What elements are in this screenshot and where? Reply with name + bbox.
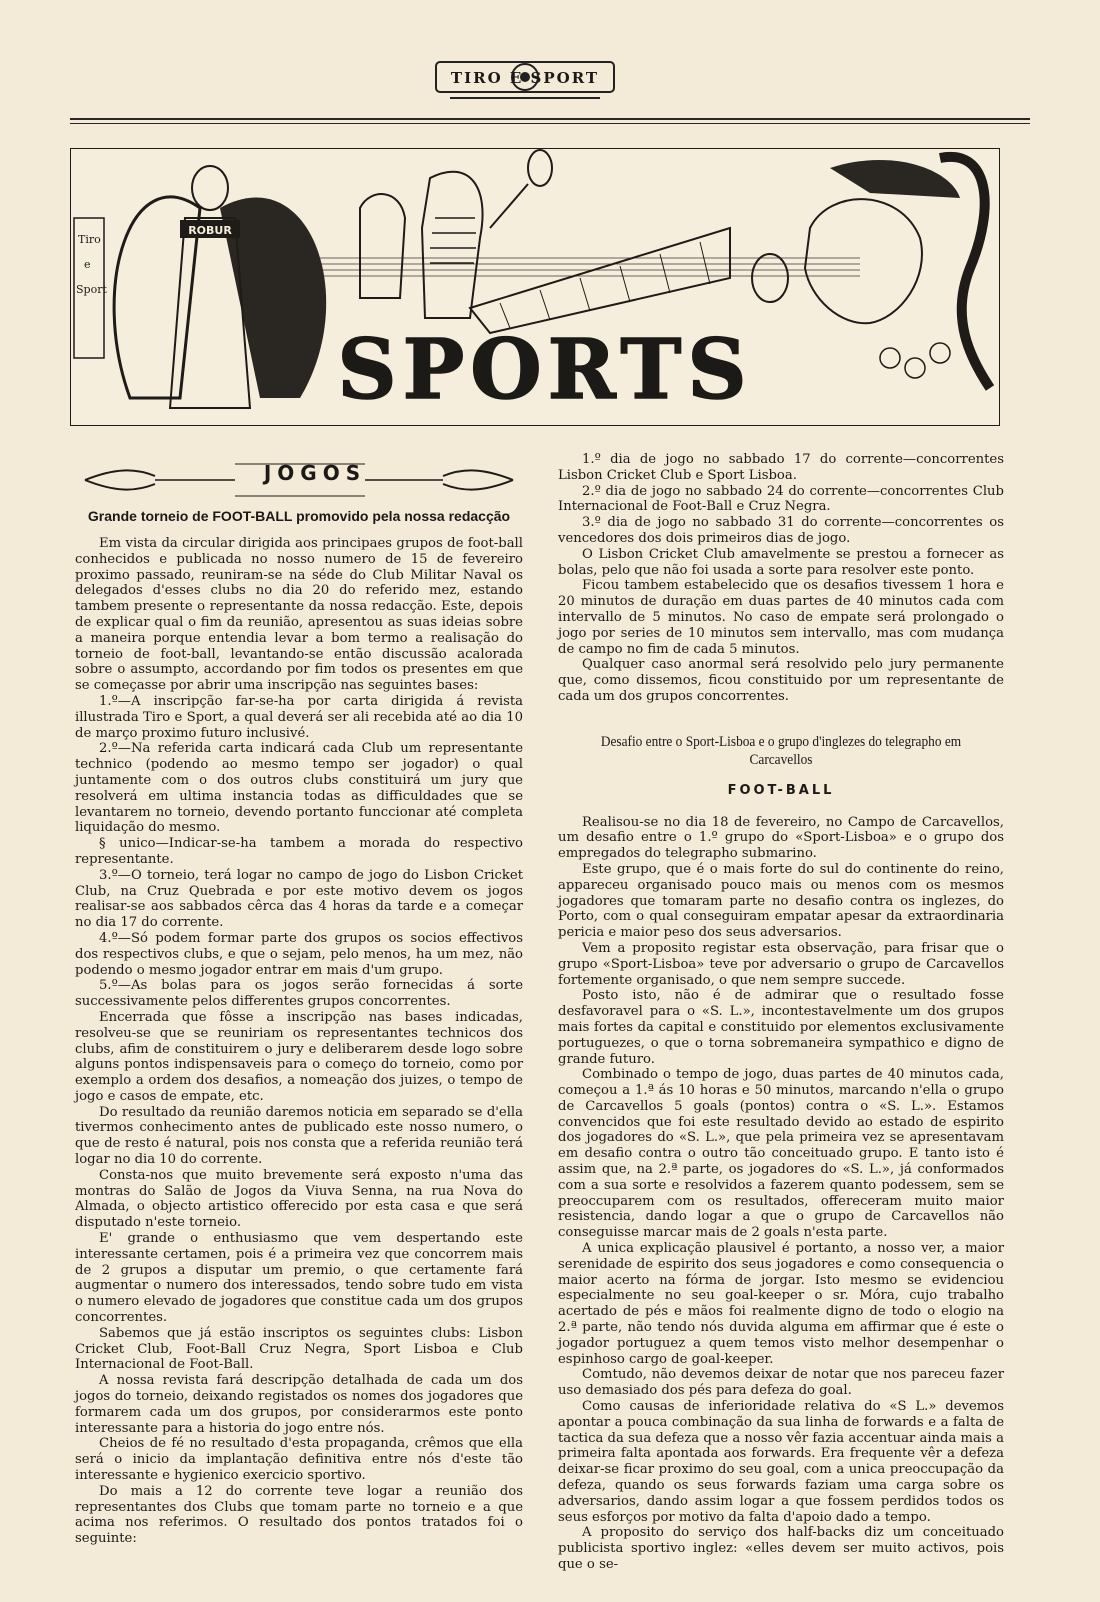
paragraph: Este grupo, que é o mais forte do sul do continente do reino, appareceu organisado pouco mais ou menos com os mesmos jogadores que tomaram parte no desafio contra os inglezes, do Porto, com o qual conseguiram empatar apesar da extraordinaria pericia e maior peso dos seus adversarios. (558, 861, 1004, 941)
paragraph: A proposito do serviço dos half-backs diz um conceituado publicista sportivo inglez: «elles devem ser muito activos, pois que o se- (558, 1525, 1004, 1572)
paragraph: Encerrada que fôsse a inscripção nas bases indicadas, resolveu-se que se reuniriam os representantes technicos dos clubs, afim de constituirem o jury e deliberarem desde logo sobre alguns pontos indispensaveis para o começo do torneio, como por exemplo a ordem dos desafios, a nomeação dos juizes, o tempo de jogo e casos de empate, etc. (75, 1009, 523, 1104)
header-rule (70, 118, 1030, 120)
paragraph: Vem a proposito registar esta observação, para frisar que o grupo «Sport-Lisboa» teve por adversario o grupo de Carcavellos fortemente organisado, o que nem sempre succede. (558, 940, 1004, 988)
paragraph: Sabemos que já estão inscriptos os seguintes clubs: Lisbon Cricket Club, Foot-Ball Cruz Negra, Sport Lisboa e Club Internacional de Foot-Ball. (75, 1325, 523, 1373)
sports-banner-illustration (70, 148, 1000, 426)
masthead-logo (430, 52, 620, 104)
paragraph: Qualquer caso anormal será resolvido pelo jury permanente que, como dissemos, ficou constituido por um representante de cada um dos grupos concorrentes. (558, 657, 1004, 704)
paragraph: Combinado o tempo de jogo, duas partes de 40 minutos cada, começou a 1.ª ás 10 horas e 50 minutos, marcando n'ella o grupo de Carcavellos 5 goals (pontos) contra o «S. L.». Estamos convencidos que foi este resultado devido ao estado de espirito dos jogadores do «S. L.», que pela primeira vez se apresentavam em desafio contra o outro tão conceituado grupo. E tanto isto é assim que, na 2.ª parte, os jogadores do «S. L.», já conformados com a sua sorte e resolvidos a fazerem quanto podessem, sem se preoccuparem com os resultados, offereceram muito maior resistencia, dando logar a que o grupo de Carcavellos não conseguisse marcar mais de 2 goals n'esta parte. (558, 1067, 1004, 1241)
paragraph: Do mais a 12 do corrente teve logar a reunião dos representantes dos Clubs que tomam parte no torneio e a que acima nos referimos. O resultado dos pontos tratados foi o seguinte: (75, 1483, 523, 1547)
banner-side-e: e (84, 258, 91, 271)
paragraph: O Lisbon Cricket Club amavelmente se prestou a fornecer as bolas, pelo que não foi usada a sorte para resolver este ponto. (558, 546, 1004, 578)
paragraph: Do resultado da reunião daremos noticia em separado se d'ella tivermos conhecimento antes de publicado este nosso numero, o que de resto é natural, pois nos consta que a referida reunião terá logar no dia 10 do corrente. (75, 1104, 523, 1168)
paragraph: 3.º—O torneio, terá logar no campo de jogo do Lisbon Cricket Club, na Cruz Quebrada e por este motivo devem os jogos realisar-se aos sabbados cêrca das 4 horas da tarde e a começar no dia 17 do corrente. (75, 867, 523, 931)
paragraph: Comtudo, não devemos deixar de notar que nos pareceu fazer uso demasiado dos pés para defeza do goal. (558, 1367, 1004, 1399)
paragraph: 2.º dia de jogo no sabbado 24 do corrente—concorrentes Club Internacional de Foot-Ball e Cruz Negra. (558, 483, 1004, 515)
header-rule-thin (70, 123, 1030, 124)
paragraph: 5.º—As bolas para os jogos serão fornecidas á sorte successivamente pelos differentes grupos concorrentes. (75, 978, 523, 1010)
paragraph: A nossa revista fará descripção detalhada de cada um dos jogos do torneio, deixando registados os nomes dos jogadores que formarem cada um dos grupos, por considerarmos este ponto interessante para a historia do jogo entre nós. (75, 1373, 523, 1436)
paragraph: 2.º—Na referida carta indicará cada Club um representante technico (podendo ao mesmo tempo ser jogador) o qual juntamente com o dos outros clubs constituirá um jury que resolverá em ultima instancia todas as difficuldades que se levantarem no torneio, devendo portanto funccionar até completa liquidação do mesmo. (75, 741, 523, 836)
section-title-jogos: JOGOS (263, 461, 367, 485)
paragraph: § unico—Indicar-se-ha tambem a morada do respectivo representante. (75, 836, 523, 867)
paragraph: 3.º dia de jogo no sabbado 31 do corrente—concorrentes os vencedores dos dois primeiros dias de jogo. (558, 515, 1004, 546)
masthead-title: TIRO E SPORT (450, 69, 600, 87)
subheading-torneio: Grande torneio de FOOT-BALL promovido pela nossa redacção (87, 508, 511, 524)
right-column (558, 452, 1004, 1573)
paragraph: Em vista da circular dirigida aos principaes grupos de foot-ball conhecidos e publicada no nosso numero de 15 de fevereiro proximo passado, reuniram-se na séde do Club Militar Naval os delegados d'esses clubs no dia 20 do referido mez, estando tambem presente o representante da nossa redacção. Este, depois de explicar qual o fim da reunião, apresentou as suas ideias sobre a maneira porque entendia levar a bom termo a realisação do torneio de foot-ball, levantando-se então discussão acalorada sobre o assumpto, accordando por fim todos os presentes em que se começasse por abrir uma inscripção nas seguintes bases: (75, 536, 523, 694)
left-column (75, 450, 523, 1547)
paragraph: Posto isto, não é de admirar que o resultado fosse desfavoravel para o «S. L.», incontestavelmente um dos grupos mais fortes da capital e constituido por elementos exclusivamente portuguezes, o que o torna sobremaneira sympathico e digno de grande futuro. (558, 988, 1004, 1067)
paragraph: Ficou tambem estabelecido que os desafios tivessem 1 hora e 20 minutos de duração em duas partes de 40 minutos cada com intervallo de 5 minutos. No caso de empate será prolongado o jogo por series de 10 minutos sem intervallo, mas com mudança de campo no fim de cada 5 minutos. (558, 578, 1004, 657)
section-title-desafio: Desafio entre o Sport-Lisboa e o grupo d'inglezes do telegrapho em Carcavellos (600, 733, 962, 768)
paragraph: 1.º dia de jogo no sabbado 17 do corrente—concorrentes Lisbon Cricket Club e Sport Lisboa. (558, 452, 1004, 483)
jogos-heading (75, 458, 523, 502)
emblem-robur: ROBUR (188, 224, 232, 237)
paragraph: Realisou-se no dia 18 de fevereiro, no Campo de Carcavellos, um desafio entre o 1.º grupo do «Sport-Lisboa» e o grupo dos empregados do telegrapho submarino. (558, 814, 1004, 862)
paragraph: Como causas de inferioridade relativa do «S L.» devemos apontar a pouca combinação da sua linha de forwards e a falta de tactica da sua defeza que a nosso vêr fazia accentuar ainda mais a primeira falta apontada aos forwards. Era frequente vêr a defeza deixar-se ficar proximo do seu goal, com a unica preoccupação da defeza, quando os seus forwards faziam uma carga sobre os adversarios, dando assim logar a que fossem perdidos todos os seus esforços por motivo da falta d'apoio dado a tempo. (558, 1399, 1004, 1525)
paragraph: Cheios de fé no resultado d'esta propaganda, crêmos que ella será o inicio da implantação definitiva entre nós d'este tão interessante e hygienico exercicio sportivo. (75, 1436, 523, 1484)
banner-side-tiro: Tiro (78, 233, 101, 246)
paragraph: A unica explicação plausivel é portanto, a nosso ver, a maior serenidade de espirito dos seus jogadores e como consequencia o maior acerto na fórma de jorgar. Isto mesmo se evidenciou especialmente no seu goal-keeper o sr. Móra, cujo trabalho acertado de pés e mãos foi realmente digno de todo o elogio na 2.ª parte, não tendo nós duvida alguma em affirmar que é este o jogador portuguez a quem temos visto melhor desempenhar o espinhoso cargo de goal-keeper. (558, 1241, 1004, 1367)
section-subtitle-football: FOOT-BALL (727, 782, 835, 798)
banner-side-sport: Sport (76, 283, 107, 296)
banner-title-sports: SPORTS (337, 322, 753, 418)
paragraph: 4.º—Só podem formar parte dos grupos os socios effectivos dos respectivos clubs, e que o sejam, pelo menos, ha um mez, não podendo o mesmo jogador entrar em mais d'um grupo. (75, 930, 523, 978)
paragraph: 1.º—A inscripção far-se-ha por carta dirigida á revista illustrada Tiro e Sport, a qual deverá ser ali recebida até ao dia 10 de março proximo futuro inclusivé. (75, 693, 523, 741)
paragraph: E' grande o enthusiasmo que vem despertando este interessante certamen, pois é a primeira vez que concorrem mais de 2 grupos a disputar um premio, o que certamente fará augmentar o numero dos interessados, tendo sobre tudo em vista o numero elevado de jogadores que constitue cada um dos grupos concorrentes. (75, 1231, 523, 1326)
paragraph: Consta-nos que muito brevemente será exposto n'uma das montras do Salão de Jogos da Viuva Senna, na rua Nova do Almada, o objecto artistico offerecido por esta casa e que será disputado n'este torneio. (75, 1167, 523, 1231)
